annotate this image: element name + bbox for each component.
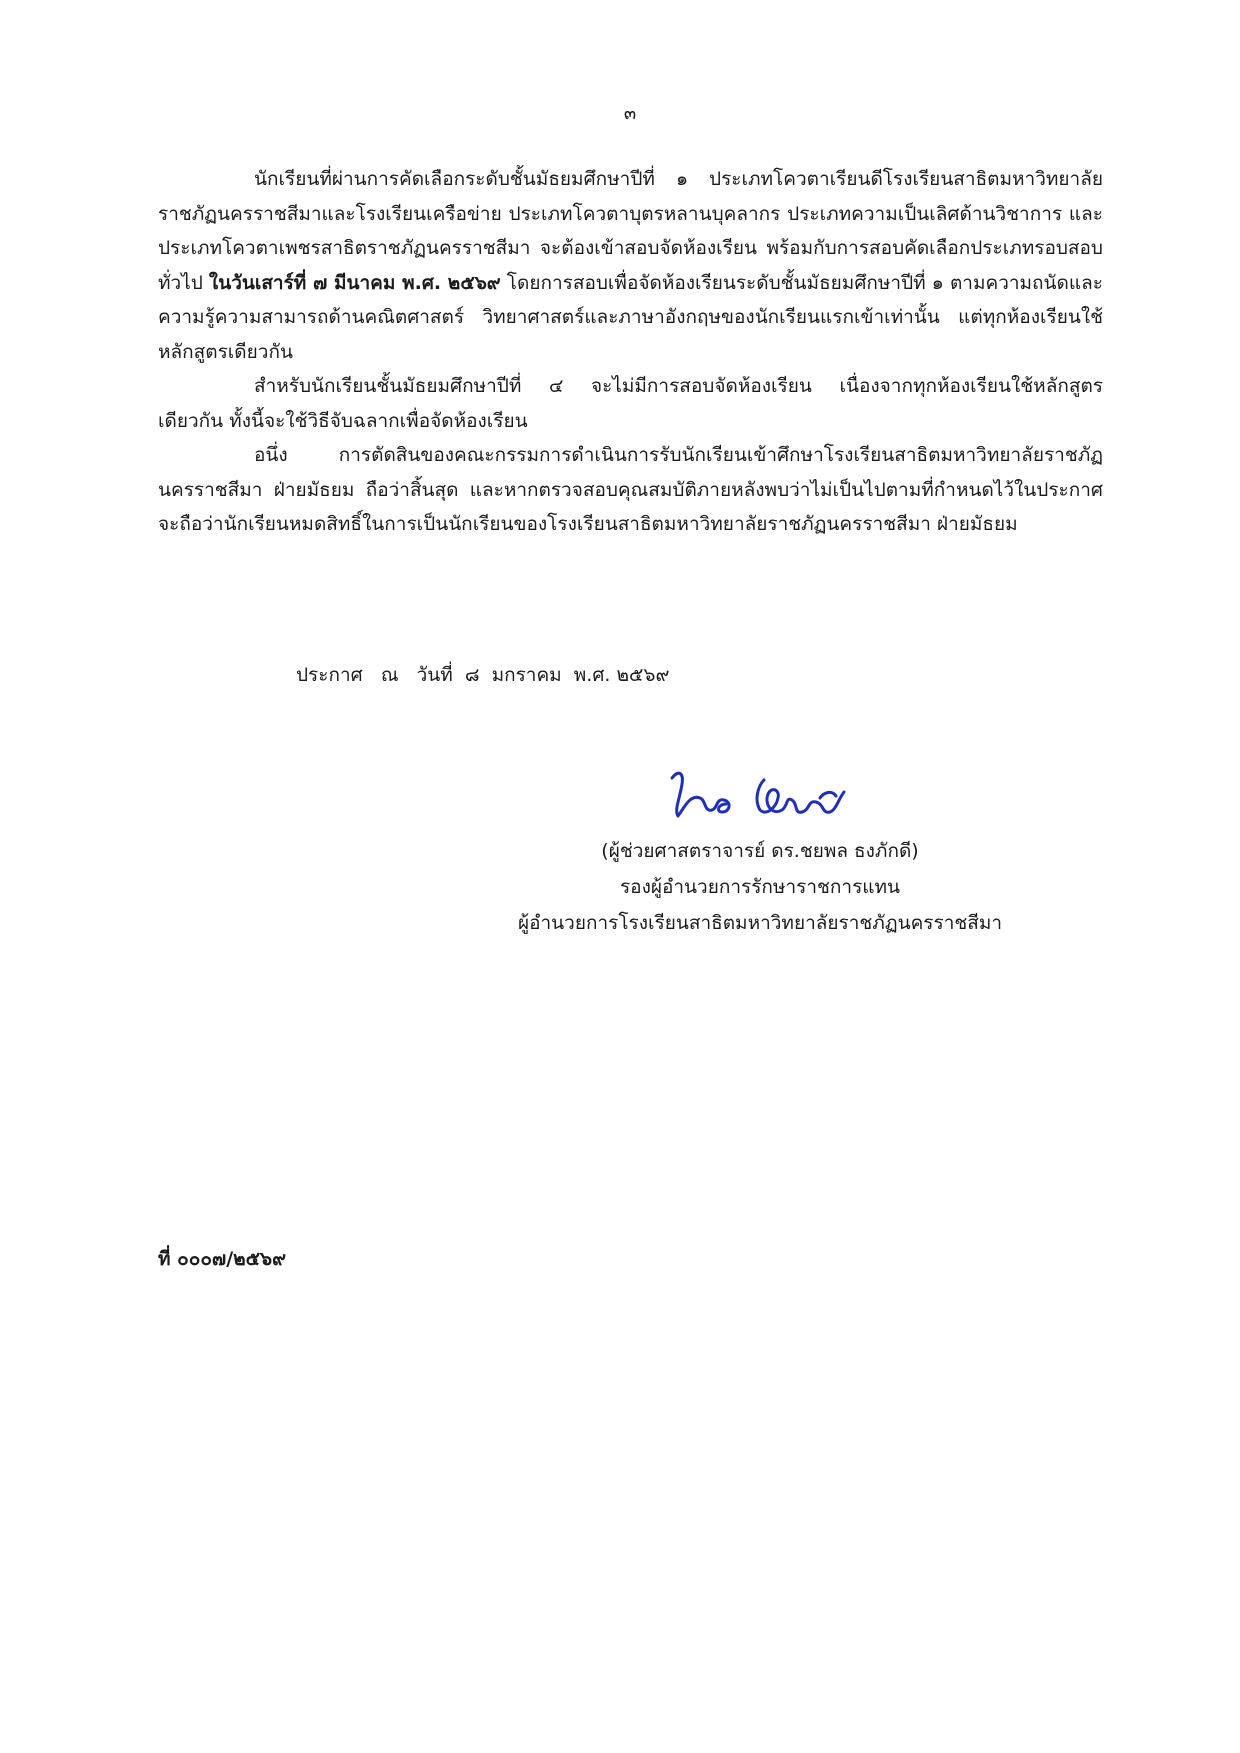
paragraph-exam-schedule [158, 162, 1103, 369]
signer-title: ผู้อำนวยการโรงเรียนสาธิตมหาวิทยาลัยราชภัฏนครราชสีมา [517, 912, 1003, 934]
paragraph-grade-four: สำหรับนักเรียนชั้นมัธยมศึกษาปีที่ ๔ จะไม่มีการสอบจัดห้องเรียน เนื่องจากทุกห้องเรียนใช้หลักสูตรเดียวกัน ทั้งนี้จะใช้วิธีจับฉลากเพื่อจัดห้องเรียน [158, 375, 1103, 432]
document-reference-number: ที่ ๐๐๐๗/๒๕๖๙ [158, 1248, 287, 1270]
paragraph-text: นักเรียนที่ผ่านการคัดเลือกระดับชั้นมัธยมศึกษาปีที่ ๑ ประเภทโควตาเรียนดีโรงเรียนสาธิตมหาวิทยาลัยราชภัฏนครราชสีมาและโรงเรียนเครือข่าย ประเภทโควตาบุตรหลานบุคลากร ประเภทความเป็นเลิศด้านวิชาการ และประเภทโควตาเพชรสาธิตราชภัฏนครราชสีมา จะต้องเข้าสอบจัดห้องเรียน พร้อมกับการสอบคัดเลือกประเภทรอบสอบทั่วไป [158, 168, 1103, 294]
paragraph-committee-decision: อนึ่ง การตัดสินของคณะกรรมการดำเนินการรับนักเรียนเข้าศึกษาโรงเรียนสาธิตมหาวิทยาลัยราชภัฏนครราชสีมา ฝ่ายมัธยม ถือว่าสิ้นสุด และหากตรวจสอบคุณสมบัติภายหลังพบว่าไม่เป็นไปตามที่กำหนดไว้ในประกาศจะถือว่านักเรียนหมดสิทธิ์ในการเป็นนักเรียนของโรงเรียนสาธิตมหาวิทยาลัยราชภัฏนครราชสีมา ฝ่ายมัธยม [158, 444, 1103, 535]
paragraph-text: โดยการสอบเพื่อจัดห้องเรียนระดับชั้นมัธยมศึกษาปีที่ ๑ ตามความถนัดและความรู้ความสามารถด้านคณิตศาสตร์ วิทยาศาสตร์และภาษาอังกฤษของนักเรียนแรกเข้าเท่านั้น แต่ทุกห้องเรียนใช้หลักสูตรเดียวกัน [158, 271, 1103, 363]
announcement-body [158, 162, 1103, 542]
page-number: ๓ [623, 103, 637, 124]
exam-date: ในวันเสาร์ที่ ๗ มีนาคม พ.ศ. ๒๕๖๙ [208, 271, 501, 294]
signer-name: (ผู้ช่วยศาสตราจารย์ ดร.ชยพล ธงภักดี) [601, 840, 919, 862]
signer-position: รองผู้อำนวยการรักษาราชการแทน [619, 876, 901, 898]
handwritten-signature [660, 760, 890, 830]
signer-block [480, 833, 1040, 941]
announcement-date: ประกาศ ณ วันที่ ๘ มกราคม พ.ศ. ๒๕๖๙ [296, 664, 670, 686]
